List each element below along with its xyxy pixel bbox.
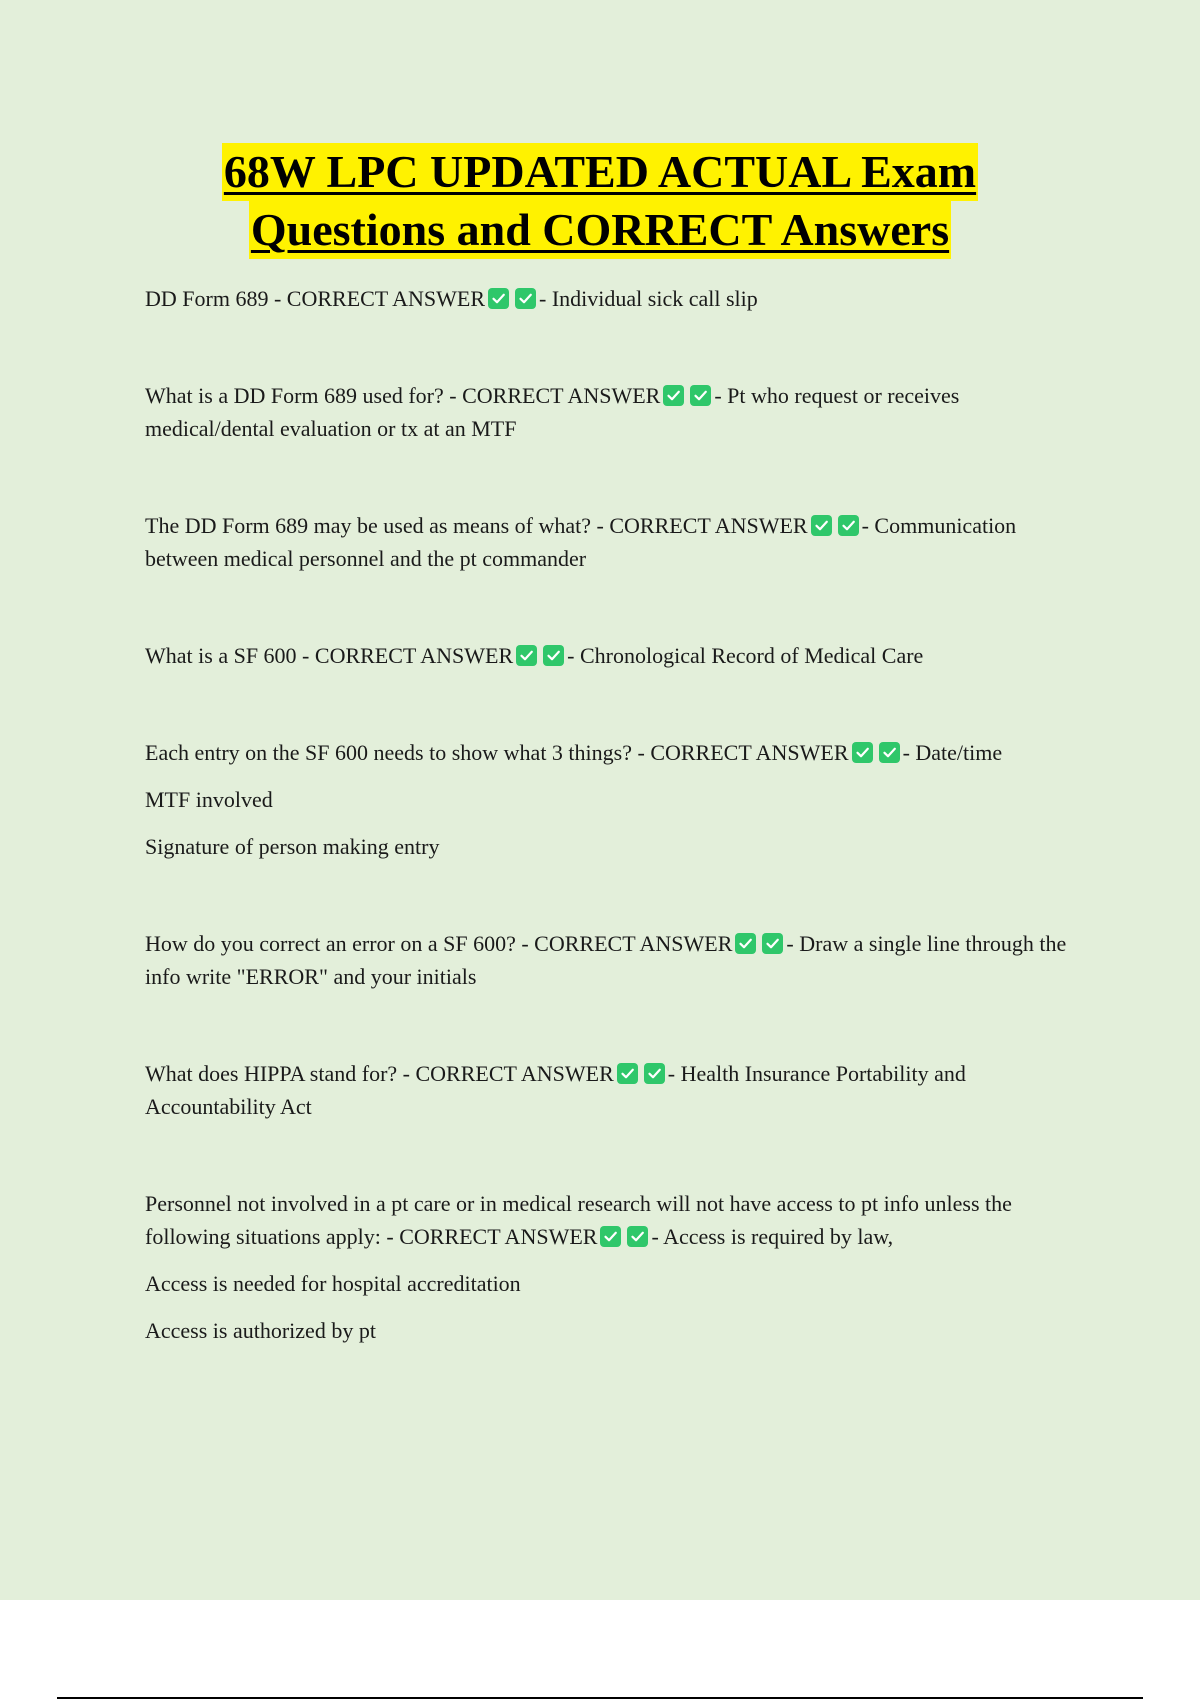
- check-mark-button-icon: [762, 933, 783, 954]
- qa-item: [145, 282, 1075, 315]
- check-mark-button-icon: [838, 515, 859, 536]
- question-text: Personnel not involved in a pt care or in medical research will not have access to pt info unless the following situations apply: -: [145, 1191, 1012, 1249]
- qa-paragraph: [145, 509, 1075, 575]
- qa-item: [145, 927, 1075, 993]
- check-mark-button-icon: [488, 288, 509, 309]
- check-mark-button-icon: [663, 385, 684, 406]
- answer-marker: CORRECT ANSWER: [399, 1224, 598, 1249]
- answer-marker: CORRECT ANSWER: [534, 931, 733, 956]
- question-text: What is a SF 600 -: [145, 643, 315, 668]
- answer-continuation: Access is authorized by pt: [145, 1318, 376, 1343]
- qa-paragraph: [145, 927, 1075, 993]
- question-text: What is a DD Form 689 used for? -: [145, 383, 463, 408]
- footer-divider: [57, 1697, 1143, 1699]
- check-mark-button-icon: [644, 1063, 665, 1084]
- title-line-1: 68W LPC UPDATED ACTUAL Exam: [222, 143, 978, 201]
- check-mark-button-icon: [879, 742, 900, 763]
- qa-item: [145, 379, 1075, 445]
- answer-text: - Individual sick call slip: [539, 286, 758, 311]
- answer-continuation: Access is needed for hospital accreditation: [145, 1271, 521, 1296]
- check-mark-button-icon: [852, 742, 873, 763]
- answer-text: - Pt who request or receives medical/dental evaluation or tx at an MTF: [145, 383, 960, 441]
- qa-paragraph: [145, 736, 1075, 769]
- document-title: [0, 143, 1200, 259]
- check-mark-button-icon: [516, 645, 537, 666]
- question-text: DD Form 689 -: [145, 286, 287, 311]
- qa-paragraph: [145, 1187, 1075, 1253]
- answer-text: - Date/time: [902, 740, 1003, 765]
- check-mark-button-icon: [627, 1226, 648, 1247]
- check-mark-button-icon: [600, 1226, 621, 1247]
- question-text: Each entry on the SF 600 needs to show what 3 things? -: [145, 740, 651, 765]
- qa-item: [145, 736, 1075, 863]
- qa-item: [145, 1187, 1075, 1347]
- question-text: What does HIPPA stand for? -: [145, 1061, 416, 1086]
- check-mark-button-icon: [543, 645, 564, 666]
- qa-paragraph: [145, 379, 1075, 445]
- answer-continuation: Signature of person making entry: [145, 834, 440, 859]
- title-line-2: Questions and CORRECT Answers: [249, 201, 951, 259]
- answer-text: - Access is required by law,: [651, 1224, 894, 1249]
- check-mark-button-icon: [735, 933, 756, 954]
- answer-text: - Communication between medical personnel and the pt commander: [145, 513, 1017, 571]
- qa-paragraph: [145, 639, 1075, 672]
- qa-list: [145, 282, 1075, 1347]
- answer-marker: CORRECT ANSWER: [314, 643, 514, 668]
- qa-item: [145, 1057, 1075, 1123]
- answer-marker: CORRECT ANSWER: [286, 286, 486, 311]
- qa-paragraph: [145, 282, 1075, 315]
- answer-text: - Draw a single line through the info write "ERROR" and your initials: [145, 931, 1067, 989]
- question-text: The DD Form 689 may be used as means of what? -: [145, 513, 610, 538]
- answer-continuation: MTF involved: [145, 787, 273, 812]
- check-mark-button-icon: [811, 515, 832, 536]
- answer-marker: CORRECT ANSWER: [609, 513, 808, 538]
- qa-paragraph: [145, 1057, 1075, 1123]
- check-mark-button-icon: [515, 288, 536, 309]
- check-mark-button-icon: [690, 385, 711, 406]
- answer-marker: CORRECT ANSWER: [415, 1061, 614, 1086]
- answer-text: - Health Insurance Portability and Accountability Act: [145, 1061, 966, 1119]
- qa-item: [145, 639, 1075, 672]
- answer-marker: CORRECT ANSWER: [650, 740, 849, 765]
- check-mark-button-icon: [617, 1063, 638, 1084]
- answer-marker: CORRECT ANSWER: [462, 383, 661, 408]
- answer-text: - Chronological Record of Medical Care: [567, 643, 924, 668]
- question-text: How do you correct an error on a SF 600? -: [145, 931, 535, 956]
- qa-item: [145, 509, 1075, 575]
